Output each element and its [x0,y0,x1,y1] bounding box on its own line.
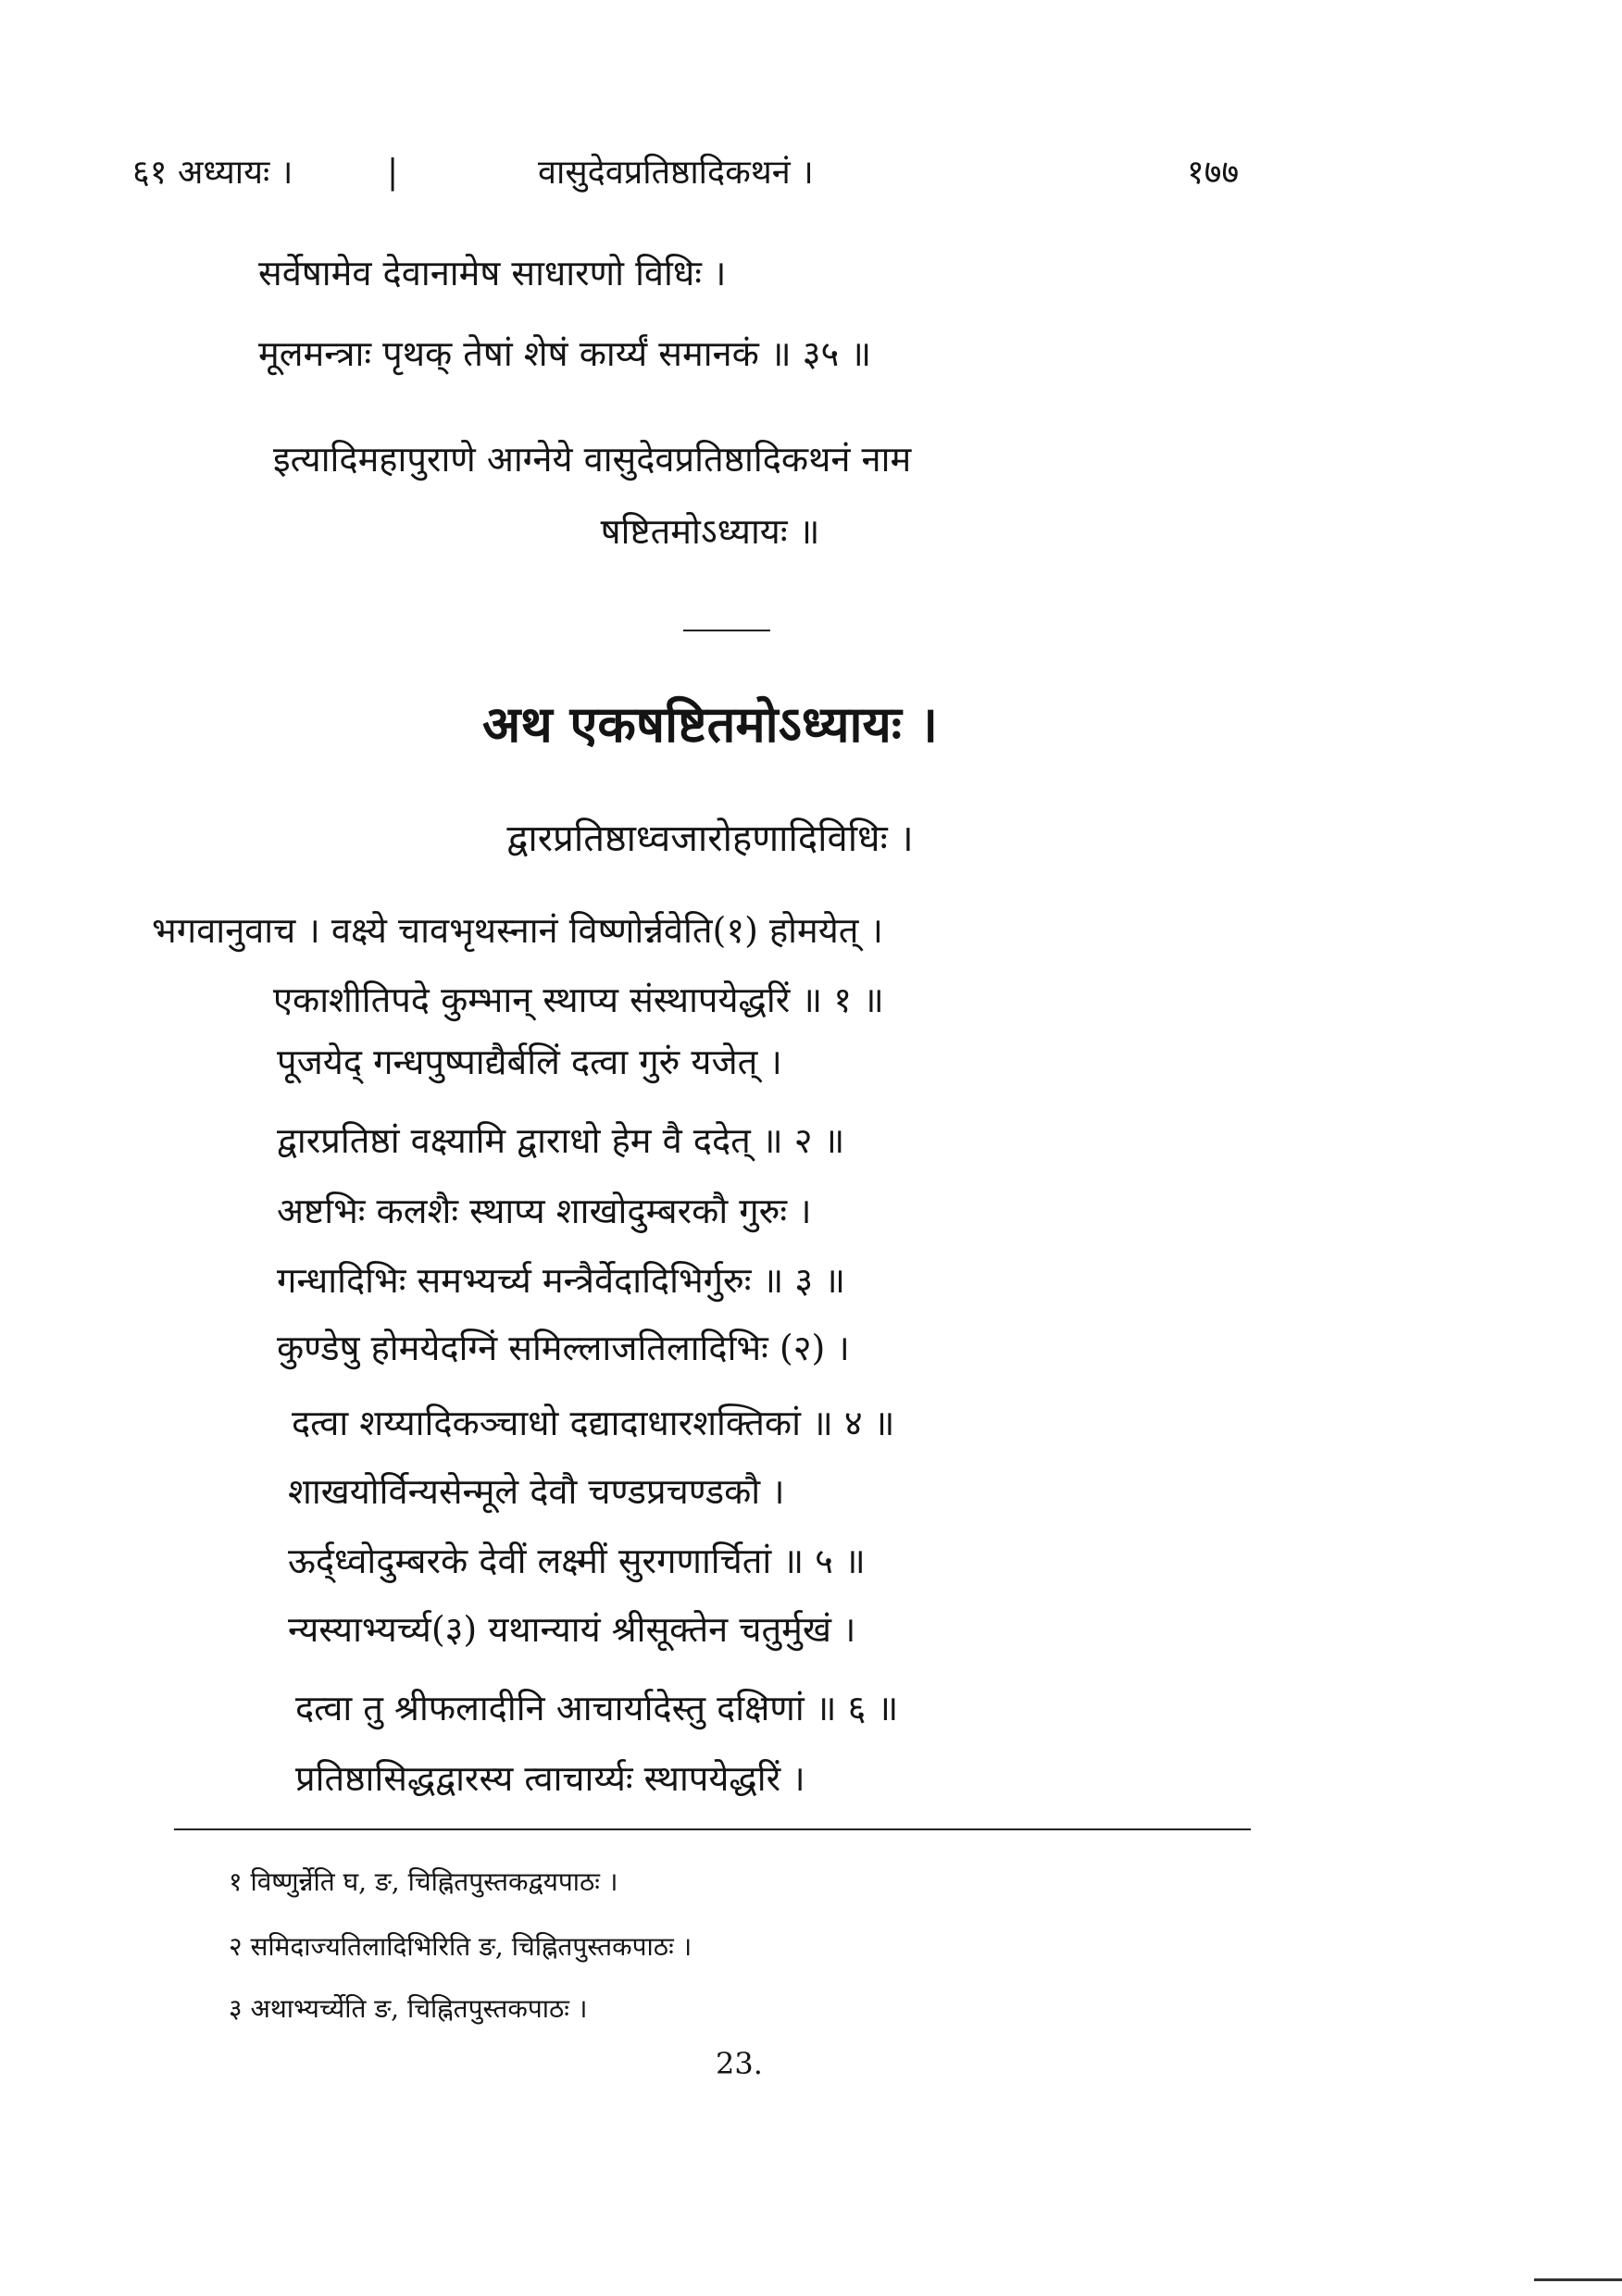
colophon-line: इत्यादिमहापुराणे आग्नेये वासुदेवप्रतिष्ठादिकथनं नाम [273,439,912,480]
scan-edge-mark [1534,2278,1622,2281]
section-divider [683,630,770,631]
verse-line: द्वारप्रतिष्ठां वक्ष्यामि द्वाराधो हेम वै ददेत् ॥ २ ॥ [277,1120,845,1161]
verse-line: दत्वा तु श्रीफलादीनि आचार्यादेस्तु दक्षिणां ॥ ६ ॥ [295,1688,899,1728]
page-number: १७७ [1187,154,1240,192]
verse-line: भगवानुवाच । वक्ष्ये चावभृथस्नानं विष्णोर्न्नवेति(१) होमयेत् । [152,910,883,951]
verse-line: पूजयेद् गन्धपुष्पाद्यैर्बलिं दत्वा गुरुं यजेत् । [277,1042,782,1082]
verse-line: दत्वा शय्यादिकञ्चाधो दद्यादाधारशक्तिकां ॥ ४ ॥ [292,1403,895,1443]
footnote-divider [174,1828,1251,1830]
signature-mark: 23. [716,2046,763,2081]
footnote: ३ अथाभ्यर्च्येति ङ, चिह्नितपुस्तकपाठः । [229,1993,588,2024]
footnote: २ समिदाज्यतिलादिभिरिति ङ, चिह्नितपुस्तकपाठः । [229,1931,692,1962]
closing-verse-line: सर्वेषामेव देवानामेष साधारणो विधिः । [258,253,727,293]
verse-line: अष्टभिः कलशैः स्थाप्य शाखोदुम्बरकौ गुरुः । [277,1191,812,1231]
chapter-title: अथ एकषष्टितमोऽध्यायः । [481,694,938,754]
colophon-line: षष्टितमोऽध्यायः ॥ [600,511,820,552]
verse-line: न्यस्याभ्यर्च्य(३) यथान्यायं श्रीसूक्तेन चतुर्मुखं । [288,1609,856,1650]
header-separator: | [387,154,399,192]
chapter-subtitle: द्वारप्रतिष्ठाध्वजारोहणादिविधिः । [506,817,914,860]
verse-line: गन्धादिभिः समभ्यर्च्य मन्त्रैर्वेदादिभिर्गुरुः ॥ ३ ॥ [277,1260,845,1301]
verse-line: एकाशीतिपदे कुम्भान् स्थाप्य संस्थापयेद्धरिं ॥ १ ॥ [273,980,884,1020]
verse-line: ऊर्द्ध्वोदुम्बरके देवीं लक्ष्मीं सुरगणार्चितां ॥ ५ ॥ [288,1541,866,1581]
footnote: १ विष्णुर्न्नेति घ, ङ, चिह्नितपुस्तकद्वयपाठः । [229,1866,618,1897]
verse-line: शाखयोर्विन्यसेन्मूले देवौ चण्डप्रचण्डकौ । [288,1471,785,1512]
verse-line: प्रतिष्ठासिद्धद्वारस्य त्वाचार्य्यः स्थापयेद्धरिं । [295,1758,805,1799]
header-running-title: वासुदेवप्रतिष्ठादिकथनं । [538,154,814,192]
closing-verse-line: मूलमन्त्राः पृथक् तेषां शेषं कार्य्यं समानकं ॥ ३५ ॥ [258,333,872,374]
verse-line: कुण्डेषु होमयेदग्निं समिल्लाजतिलादिभिः (२) । [277,1328,850,1368]
header-chapter-ref: ६१ अध्यायः । [132,154,293,192]
